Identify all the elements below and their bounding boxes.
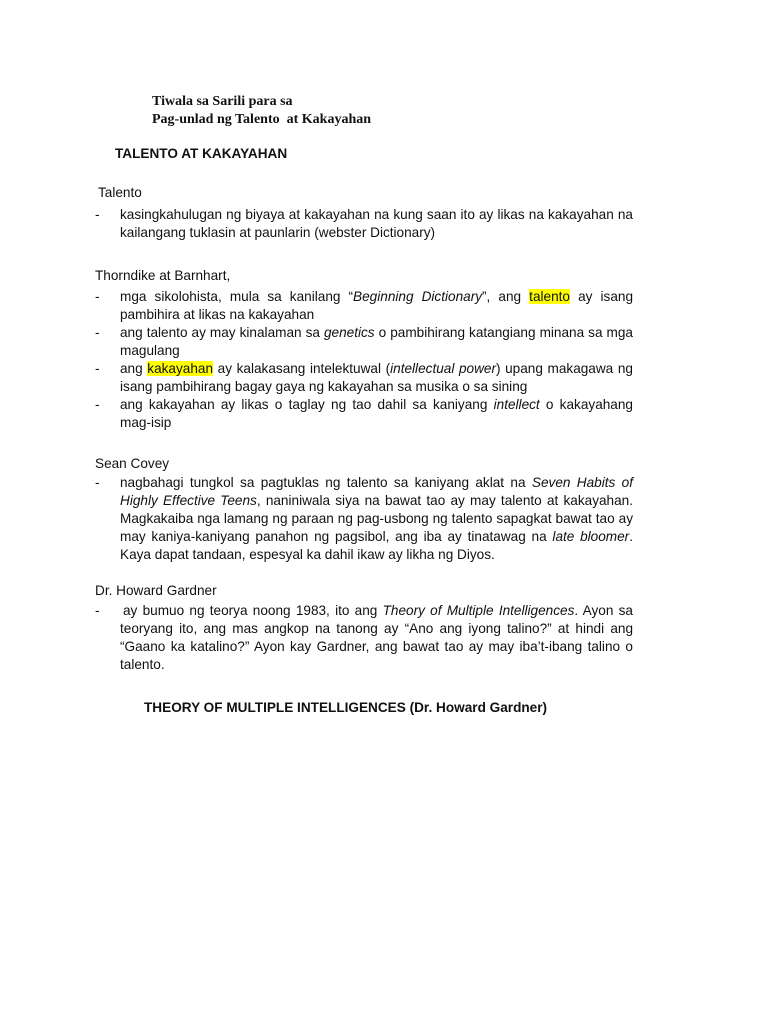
list-item: - ang talento ay may kinalaman sa genetics o pambihirang katangiang minana sa mga magulang bbox=[95, 325, 633, 358]
label-sean-covey: Sean Covey bbox=[95, 456, 170, 471]
bullet-dash: - bbox=[95, 325, 100, 340]
list-item: - ay bumuo ng teorya noong 1983, ito ang Theory of Multiple Intelligences. Ayon sa teoryang ito, ang mas angkop na tanong ay “Ano ang iyong talino?” at hindi ang “Gaano ka katalino?” Ayon kay Gardner, ang bawat tao ay may iba’t-ibang talino o talento. bbox=[95, 603, 633, 672]
list-item: - mga sikolohista, mula sa kanilang “Beginning Dictionary”, ang talento ay isang pambihira at likas na kakayahan bbox=[95, 289, 633, 322]
heading-talento-at-kakayahan: TALENTO AT KAKAYAHAN bbox=[115, 146, 288, 161]
list-item: - ang kakayahan ay kalakasang intelektuwal (intellectual power) upang makagawa ng isang pambihirang bagay gaya ng kakayahan sa musika o sa sining bbox=[95, 361, 633, 394]
list-item: - kasingkahulugan ng biyaya at kakayahan na kung saan ito ay likas na kakayahan na kailangang tuklasin at paunlarin (webster Dictionary) bbox=[95, 207, 633, 240]
highlight-kakayahan: kakayahan bbox=[147, 361, 214, 376]
list-gardner bbox=[95, 602, 633, 674]
heading-theory-multiple-intelligences: THEORY OF MULTIPLE INTELLIGENCES (Dr. Howard Gardner) bbox=[144, 700, 548, 715]
bullet-dash: - bbox=[95, 289, 100, 304]
bullet-dash: - bbox=[95, 475, 100, 490]
bullet-dash: - bbox=[95, 397, 100, 412]
title-line-1: Tiwala sa Sarili para sa bbox=[152, 94, 293, 109]
title-line-2: Pag-unlad ng Talento at Kakayahan bbox=[152, 112, 372, 127]
bullet-dash: - bbox=[95, 603, 100, 618]
label-talento: Talento bbox=[98, 185, 142, 200]
list-item: - ang kakayahan ay likas o taglay ng tao dahil sa kaniyang intellect o kakayahang mag-isip bbox=[95, 397, 633, 430]
label-howard-gardner: Dr. Howard Gardner bbox=[95, 583, 217, 598]
label-thorndike-barnhart: Thorndike at Barnhart, bbox=[95, 268, 231, 283]
bullet-dash: - bbox=[95, 207, 100, 222]
list-talento bbox=[95, 206, 633, 242]
list-thorndike bbox=[95, 288, 633, 432]
list-covey bbox=[95, 474, 633, 564]
document-title bbox=[152, 93, 371, 129]
highlight-talento: talento bbox=[529, 289, 570, 304]
bullet-dash: - bbox=[95, 361, 100, 376]
list-item: - nagbahagi tungkol sa pagtuklas ng talento sa kaniyang aklat na Seven Habits of Highly Effective Teens, naniniwala siya na bawat tao ay may talento at kakayahan. Magkakaiba nga lamang ng paraan ng pag-usbong ng talento sapagkat bawat tao ay may kaniya-kaniyang panahon ng pagsibol, ang iba ay tinatawag na late bloomer. Kaya dapat tandaan, espesyal ka dahil ikaw ay likha ng Diyos. bbox=[95, 475, 634, 562]
